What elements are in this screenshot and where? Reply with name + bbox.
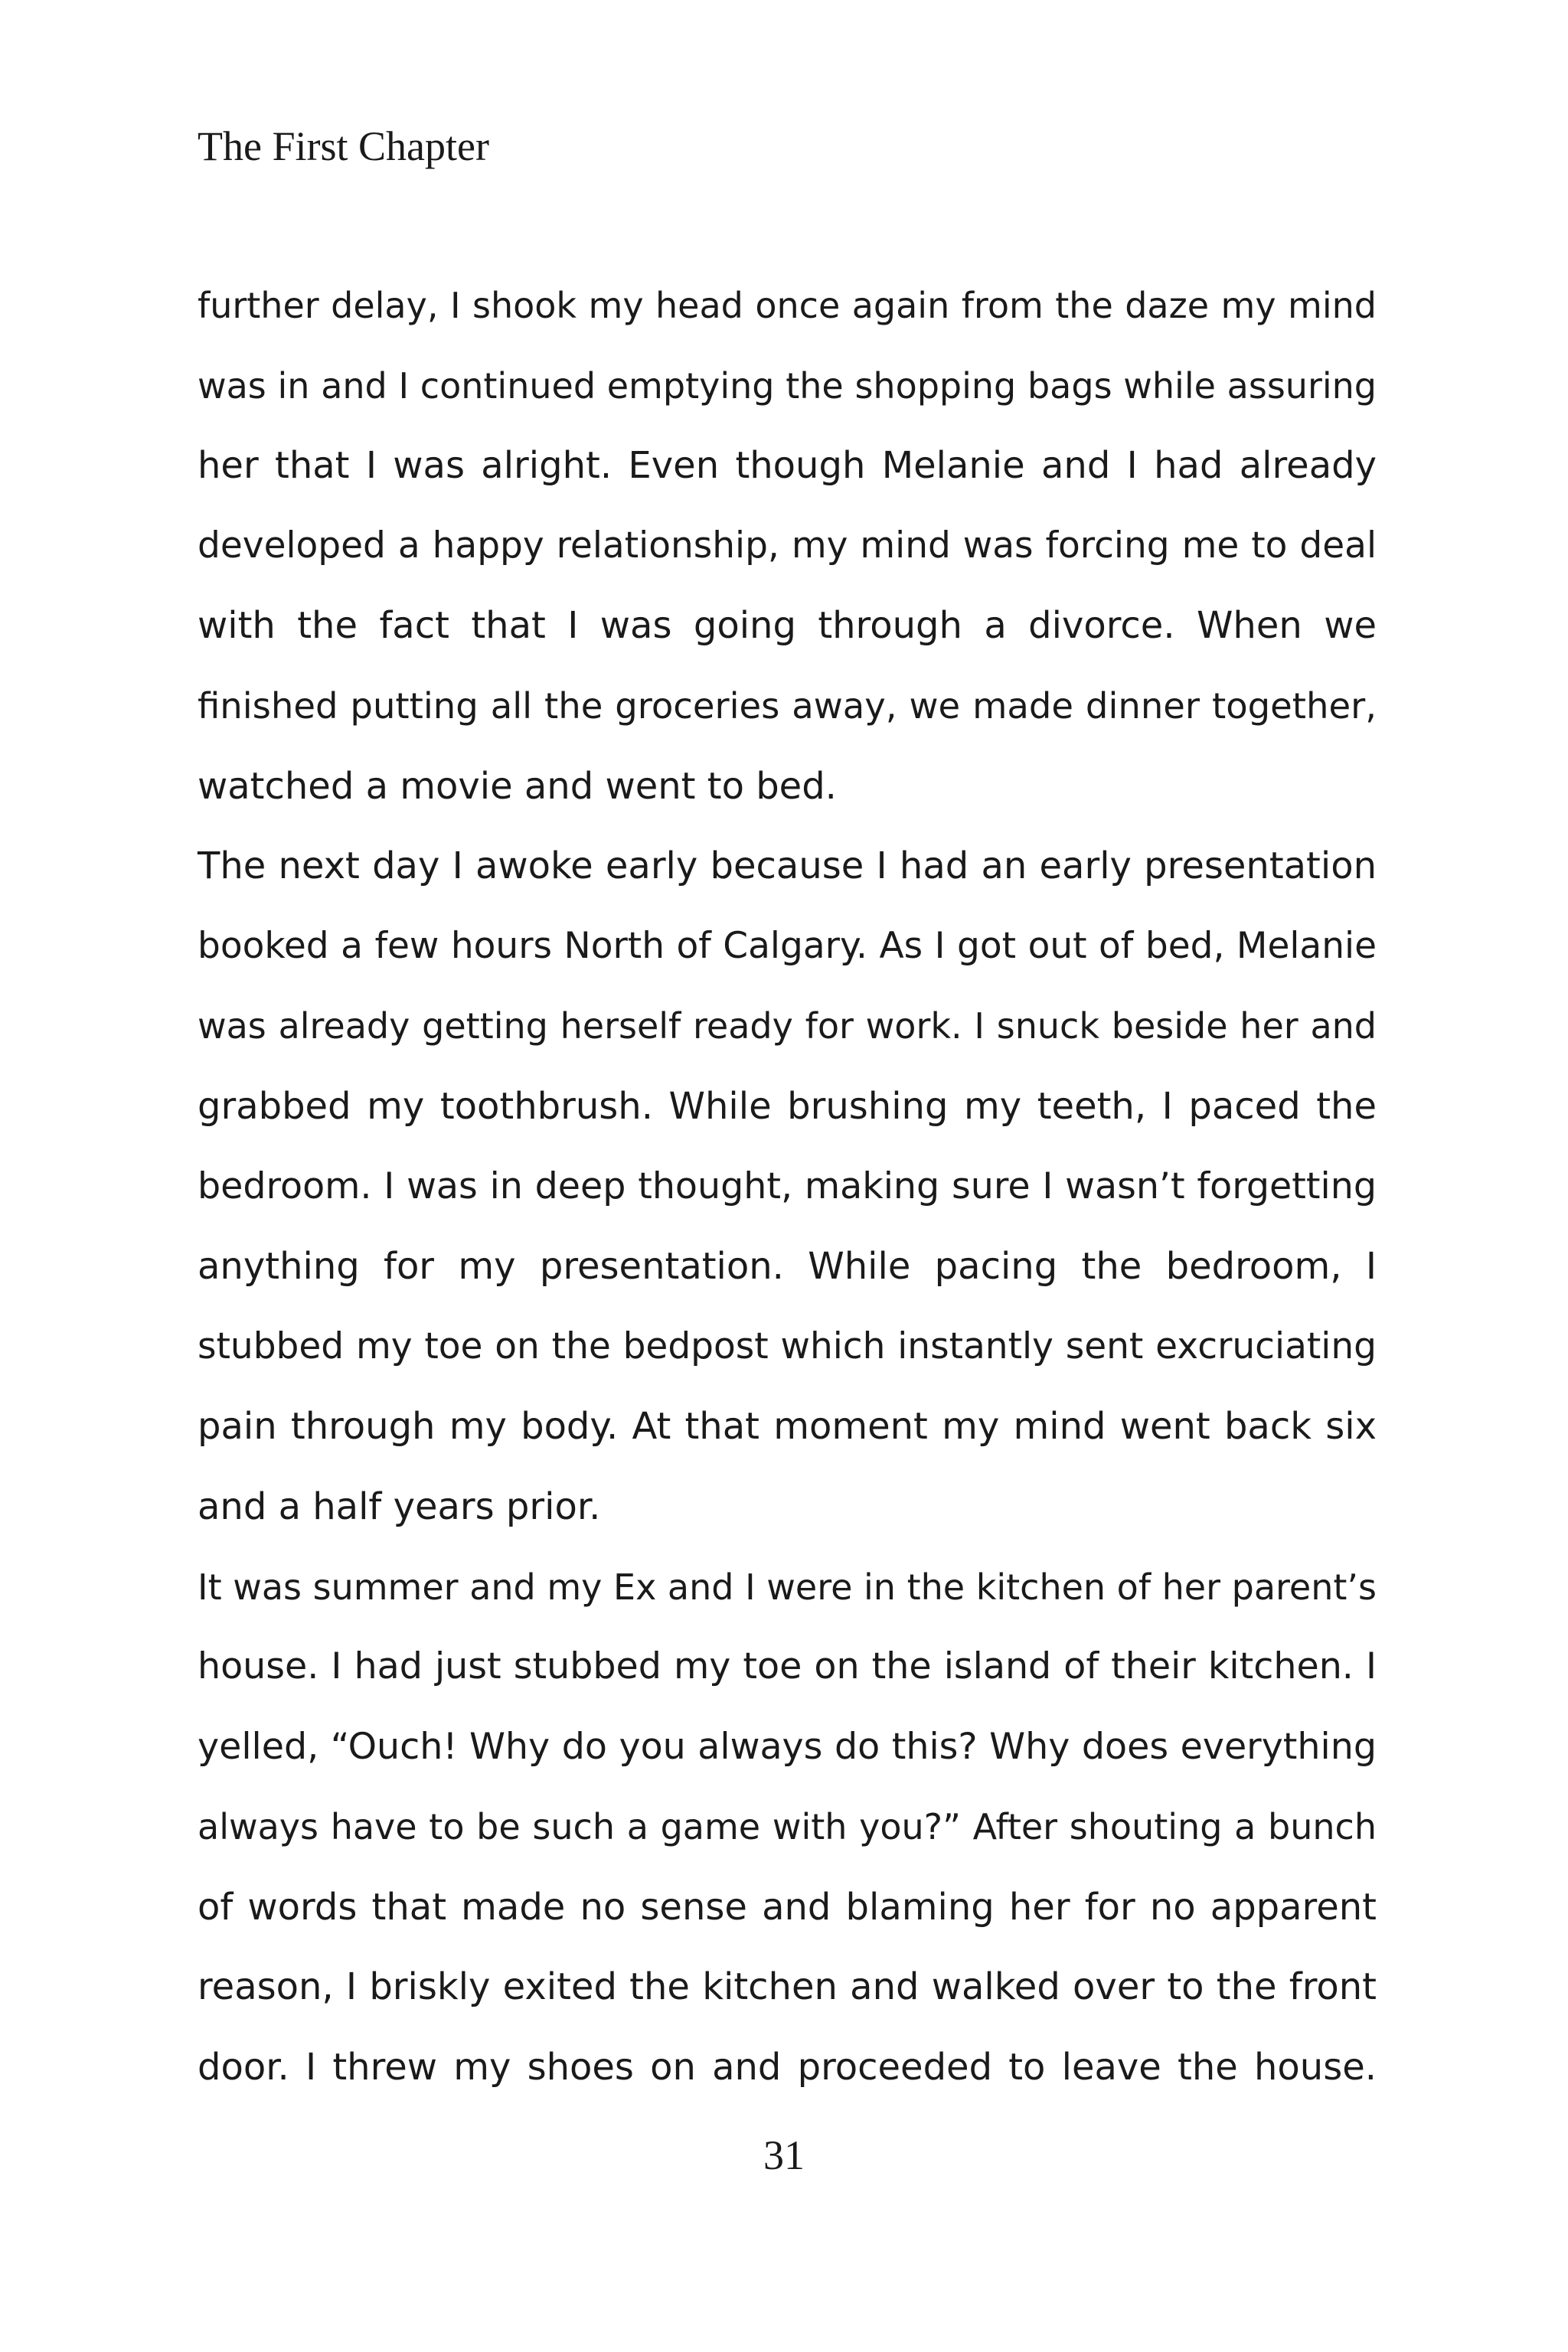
page-number: 31 bbox=[763, 2132, 805, 2178]
text-line: door. I threw my shoes on and proceeded to leave the house. bbox=[198, 2046, 1377, 2089]
text-line: pain through my body. At that moment my mind went back six bbox=[198, 1405, 1377, 1449]
text-line: yelled, “Ouch! Why do you always do this? Why does everything bbox=[198, 1725, 1377, 1768]
text-line: grabbed my toothbrush. While brushing my teeth, I paced the bbox=[198, 1084, 1377, 1128]
text-line: reason, I briskly exited the kitchen and walked over to the front bbox=[198, 1965, 1377, 2009]
text-line: The next day I awoke early because I had an early presentation bbox=[198, 844, 1377, 888]
body-text bbox=[198, 266, 1377, 2108]
text-line: always have to be such a game with you?” After shouting a bunch bbox=[198, 1806, 1377, 1848]
text-line: anything for my presentation. While pacing the bedroom, I bbox=[198, 1245, 1377, 1289]
text-line: and a half years prior. bbox=[198, 1485, 601, 1528]
text-line: bedroom. I was in deep thought, making sure I wasn’t forgetting bbox=[198, 1165, 1377, 1207]
text-line: stubbed my toe on the bedpost which instantly sent excruciating bbox=[198, 1325, 1377, 1367]
text-line: with the fact that I was going through a divorce. When we bbox=[198, 604, 1377, 648]
text-line: booked a few hours North of Calgary. As I got out of bed, Melanie bbox=[198, 924, 1377, 967]
text-line: her that I was alright. Even though Melanie and I had already bbox=[198, 444, 1377, 488]
text-line: developed a happy relationship, my mind was forcing me to deal bbox=[198, 524, 1377, 567]
text-line: further delay, I shook my head once again from the daze my mind bbox=[198, 285, 1377, 326]
text-line: of words that made no sense and blaming her for no apparent bbox=[198, 1885, 1377, 1929]
text-line: finished putting all the groceries away, we made dinner together, bbox=[198, 684, 1377, 727]
text-line: was already getting herself ready for work. I snuck beside her and bbox=[198, 1005, 1377, 1047]
running-header: The First Chapter bbox=[198, 123, 489, 169]
text-line: was in and I continued emptying the shopping bags while assuring bbox=[198, 364, 1377, 407]
text-line: house. I had just stubbed my toe on the island of their kitchen. I bbox=[198, 1645, 1377, 1688]
text-line: watched a movie and went to bed. bbox=[198, 764, 837, 808]
text-line: It was summer and my Ex and I were in the kitchen of her parent’s bbox=[198, 1566, 1377, 1608]
